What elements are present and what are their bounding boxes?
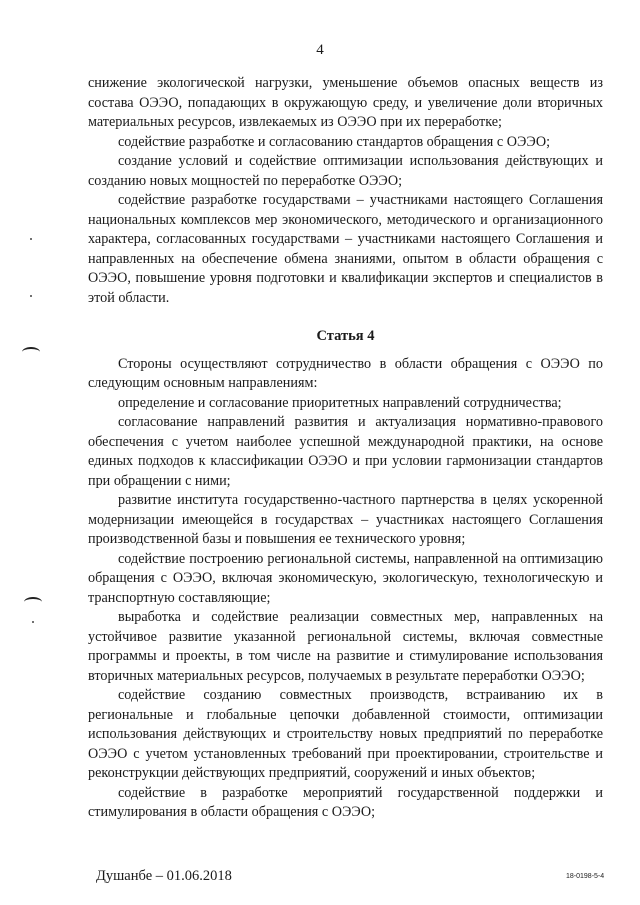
paragraph: содействие разработке государствами – участниками настоящего Соглашения национальных комплексов мер экономического, методического и организационного характера, согласованных государствами – участниками настоящего Соглашения и направленных на обеспечение обмена знаниями, опытом в области обращения с ОЭЭО, повышение уровня подготовки и квалификации экспертов и специалистов в этой области. [88,192,603,306]
paragraph: развитие института государственно-частного партнерства в целях ускоренной модернизации имеющейся в государствах – участниках настоящего Соглашения производственной базы и повышения ее технического уровня; [88,492,603,547]
paragraph: снижение экологической нагрузки, уменьшение объемов опасных веществ из состава ОЭЭО, попадающих в окружающую среду, и увеличение доли вторичных материальных ресурсов, извлекаемых из ОЭЭО при их переработке; [88,75,603,130]
article-heading: Статья 4 [316,328,375,344]
margin-arc-mark [22,347,40,357]
margin-dot-mark [32,621,34,623]
paragraph: определение и согласование приоритетных направлений сотрудничества; [118,394,562,411]
footer-place-date: Душанбе – 01.06.2018 [96,868,232,884]
paragraph: содействие созданию совместных производств, встраиванию их в региональные и глобальные цепочки добавленной стоимости, оптимизации использования действующих и строительству новых предприятий по переработке ОЭЭО с учетом установленных требований при проектировании, строительстве и реконструкции действующих предприятий, сооружений и иных объектов; [88,687,603,781]
paragraph: Стороны осуществляют сотрудничество в области обращения с ОЭЭО по следующим основным направлениям: [88,355,603,391]
page-number: 4 [316,42,324,58]
paragraph: содействие в разработке мероприятий государственной поддержки и стимулирования в области обращения с ОЭЭО; [88,784,603,820]
margin-dot-mark [30,238,32,240]
paragraph: создание условий и содействие оптимизации использования действующих и созданию новых мощностей по переработке ОЭЭО; [88,153,603,189]
margin-arc-mark [24,597,42,607]
margin-dot-mark [30,295,32,297]
paragraph: согласование направлений развития и актуализация нормативно-правового обеспечения с учетом наиболее успешной международной практики, на основе единых подходов к классификации ОЭЭО и при условии гармонизации стандартов при обращении с ними; [88,414,603,489]
paragraph: выработка и содействие реализации совместных мер, направленных на устойчивое развитие указанной региональной системы, включая совместные программы и проекты, в том числе на развитие и стимулирование использования вторичных материальных ресурсов, получаемых в результате переработки ОЭЭО; [88,609,603,684]
paragraph: содействие построению региональной системы, направленной на оптимизацию обращения с ОЭЭО, включая экономическую, экологическую, технологическую и транспортную составляющие; [88,550,603,606]
paragraph: содействие разработке и согласованию стандартов обращения с ОЭЭО; [118,133,551,150]
document-body [88,74,603,823]
document-code: 18-0198-5-4 [566,873,605,880]
